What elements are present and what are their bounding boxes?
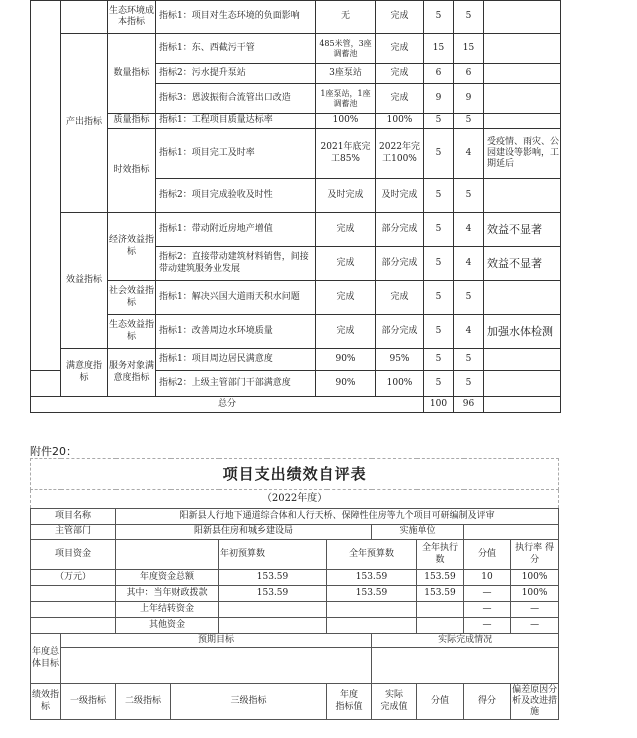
note-cell — [484, 349, 561, 371]
actual-cell: 完成 — [376, 281, 424, 315]
total-funds-initial: 153.59 — [219, 570, 327, 586]
target-cell: 100% — [316, 114, 376, 129]
carry-label: 上年结转资金 — [116, 602, 219, 618]
score-cell: 6 — [454, 64, 484, 84]
h-act2: 完成值 — [380, 701, 408, 712]
l1-satisfaction: 满意度指标 — [61, 349, 108, 397]
carry-score: — — [511, 602, 559, 618]
total-funds-exec: 153.59 — [417, 570, 464, 586]
carry-weight: — — [464, 602, 511, 618]
total-score: 96 — [454, 397, 484, 413]
actual-cell: 完成 — [376, 34, 424, 64]
weight-cell: 5 — [424, 129, 454, 179]
l3-cell: 指标1：东、西截污干管 — [156, 34, 316, 64]
target-cell: 完成 — [316, 281, 376, 315]
actual-cell: 完成 — [376, 1, 424, 34]
fiscal-exec: 153.59 — [417, 586, 464, 602]
target-cell: 无 — [316, 1, 376, 34]
l3-cell: 指标1：项目周边居民满意度 — [156, 349, 316, 371]
impl-label: 实施单位 — [372, 525, 464, 540]
score-cell: 5 — [454, 349, 484, 371]
score-cell: 4 — [454, 315, 484, 349]
score-cell: 5 — [454, 1, 484, 34]
self-evaluation-table — [30, 458, 559, 720]
actual-cell: 部分完成 — [376, 247, 424, 281]
target-cell: 2021年底完工85% — [316, 129, 376, 179]
actual-cell: 部分完成 — [376, 213, 424, 247]
h-l1: 一级指标 — [61, 684, 116, 720]
expected-label: 预期目标 — [61, 634, 372, 648]
l2-quality: 质量指标 — [108, 114, 156, 129]
blank-cell — [61, 1, 108, 34]
l3-cell: 指标1：解决兴国大道雨天积水问题 — [156, 281, 316, 315]
fiscal-initial: 153.59 — [219, 586, 327, 602]
l3-cell: 指标1：工程项目质量达标率 — [156, 114, 316, 129]
expected-value — [61, 648, 372, 684]
note-cell: 受疫情、雨灾、公园建设等影响，工期延后 — [484, 129, 561, 179]
l3-cell: 指标2：项目完成验收及时性 — [156, 179, 316, 213]
l3-cell: 指标2：污水提升泵站 — [156, 64, 316, 84]
other-score: — — [511, 618, 559, 634]
col-budget-full: 全年预算数 — [327, 540, 417, 570]
note-cell: 效益不显著 — [484, 213, 561, 247]
note-cell — [484, 64, 561, 84]
target-cell: 90% — [316, 349, 376, 371]
total-funds-rate: 100% — [511, 570, 559, 586]
fiscal-label: 其中：当年财政拨款 — [116, 586, 219, 602]
blank-cell — [417, 618, 464, 634]
other-label: 其他资金 — [116, 618, 219, 634]
col-rate-score — [511, 540, 559, 570]
actual-cell: 部分完成 — [376, 315, 424, 349]
actual-cell: 95% — [376, 349, 424, 371]
col-rate: 执行率 — [515, 543, 543, 554]
target-cell: 485米管，3座调蓄池 — [316, 34, 376, 64]
weight-cell: 5 — [424, 1, 454, 34]
h-target — [327, 684, 372, 720]
project-name-value: 阳新县人行地下通道综合体和人行天桥、保障性住房等九个项目可研编制及评审 — [116, 509, 559, 525]
actual-label: 实际完成情况 — [372, 634, 559, 648]
weight-cell: 9 — [424, 84, 454, 114]
actual-cell: 100% — [376, 371, 424, 397]
note-cell — [484, 84, 561, 114]
score-cell: 5 — [454, 114, 484, 129]
blank-cell — [31, 618, 116, 634]
impl-value — [464, 525, 559, 540]
note-cell — [484, 371, 561, 397]
form-title: 项目支出绩效自评表 — [31, 459, 559, 490]
h-l3: 三级指标 — [171, 684, 327, 720]
project-name-label: 项目名称 — [31, 509, 116, 525]
dept-label: 主管部门 — [31, 525, 116, 540]
total-weight: 100 — [424, 397, 454, 413]
score-cell: 5 — [454, 281, 484, 315]
l3-cell: 指标2：直接带动建筑材料销售，间接带动建筑服务业发展 — [156, 247, 316, 281]
target-cell: 90% — [316, 371, 376, 397]
goal-label: 年度总体目标 — [31, 634, 61, 684]
h-l2: 二级指标 — [116, 684, 171, 720]
l1-benefit: 效益指标 — [61, 213, 108, 349]
weight-cell: 15 — [424, 34, 454, 64]
l2-satisfaction: 服务对象满意度指标 — [108, 349, 156, 397]
score-cell: 5 — [454, 179, 484, 213]
funds-label: 项目资金 — [31, 540, 116, 570]
h-year: 年度 — [339, 690, 358, 701]
total-label: 总分 — [31, 397, 424, 413]
col-score: 得分 — [530, 543, 555, 565]
weight-cell: 5 — [424, 247, 454, 281]
l2-quantity: 数量指标 — [108, 34, 156, 114]
blank-cell — [116, 540, 219, 570]
note-cell — [484, 397, 561, 413]
h-target-value: 指标值 — [335, 701, 363, 712]
target-cell: 1座泵站，1座调蓄池 — [316, 84, 376, 114]
note-cell: 效益不显著 — [484, 247, 561, 281]
blank-cell — [417, 602, 464, 618]
note-cell — [484, 1, 561, 34]
funds-unit: （万元） — [31, 570, 116, 586]
target-cell: 3座泵站 — [316, 64, 376, 84]
note-cell — [484, 281, 561, 315]
col-weight: 分值 — [464, 540, 511, 570]
target-cell: 及时完成 — [316, 179, 376, 213]
l3-cell: 指标2：上级主管部门干部满意度 — [156, 371, 316, 397]
l3-cell: 指标1：项目完工及时率 — [156, 129, 316, 179]
blank-cell — [219, 602, 327, 618]
actual-value — [372, 648, 559, 684]
total-funds-weight: 10 — [464, 570, 511, 586]
l2-ecology: 生态效益指标 — [108, 315, 156, 349]
l1-output: 产出指标 — [61, 34, 108, 213]
note-cell — [484, 114, 561, 129]
actual-cell: 完成 — [376, 84, 424, 114]
weight-cell: 6 — [424, 64, 454, 84]
note-cell — [484, 179, 561, 213]
other-weight: — — [464, 618, 511, 634]
fiscal-weight: — — [464, 586, 511, 602]
score-cell: 4 — [454, 247, 484, 281]
attachment-label: 附件20： — [30, 445, 77, 458]
weight-cell: 5 — [424, 371, 454, 397]
blank-cell — [219, 618, 327, 634]
total-funds-full: 153.59 — [327, 570, 417, 586]
score-cell: 5 — [454, 371, 484, 397]
score-cell: 9 — [454, 84, 484, 114]
l3-cell: 指标1：带动附近房地产增值 — [156, 213, 316, 247]
h-note: 偏差原因分析及改进措施 — [511, 684, 559, 720]
col-budget-initial: 年初预算数 — [219, 540, 327, 570]
l3-cell: 指标1：改善周边水环境质量 — [156, 315, 316, 349]
blank-cell — [327, 618, 417, 634]
dept-value: 阳新县住房和城乡建设局 — [116, 525, 372, 540]
fiscal-rate: 100% — [511, 586, 559, 602]
weight-cell: 5 — [424, 213, 454, 247]
score-cell: 4 — [454, 213, 484, 247]
score-cell: 4 — [454, 129, 484, 179]
blank-cell — [327, 602, 417, 618]
h-act: 实际 — [384, 690, 403, 701]
perf-label: 绩效指标 — [31, 684, 61, 720]
fiscal-full: 153.59 — [327, 586, 417, 602]
h-score: 得分 — [464, 684, 511, 720]
h-weight: 分值 — [417, 684, 464, 720]
target-cell: 完成 — [316, 315, 376, 349]
l2-social: 社会效益指标 — [108, 281, 156, 315]
l2-cell: 生态环境成本指标 — [108, 1, 156, 34]
blank-cell — [31, 586, 116, 602]
l3-cell: 指标3：恩波振衔合流管出口改造 — [156, 84, 316, 114]
note-cell: 加强水体检测 — [484, 315, 561, 349]
actual-cell: 完成 — [376, 64, 424, 84]
form-year: （2022年度） — [31, 490, 559, 509]
l2-time: 时效指标 — [108, 129, 156, 213]
performance-table-continued — [30, 0, 561, 413]
actual-cell: 2022年完工100% — [376, 129, 424, 179]
target-cell: 完成 — [316, 213, 376, 247]
actual-cell: 及时完成 — [376, 179, 424, 213]
l3-cell: 指标1：项目对生态环境的负面影响 — [156, 1, 316, 34]
target-cell: 完成 — [316, 247, 376, 281]
left-blank-cell — [31, 1, 61, 371]
weight-cell: 5 — [424, 179, 454, 213]
weight-cell: 5 — [424, 114, 454, 129]
weight-cell: 5 — [424, 349, 454, 371]
score-cell: 15 — [454, 34, 484, 64]
blank-cell — [31, 602, 116, 618]
actual-cell: 100% — [376, 114, 424, 129]
total-funds-label: 年度资金总额 — [116, 570, 219, 586]
l2-econ: 经济效益指标 — [108, 213, 156, 281]
col-exec: 全年执行数 — [417, 540, 464, 570]
note-cell — [484, 34, 561, 64]
left-blank-cell — [31, 371, 61, 397]
weight-cell: 5 — [424, 281, 454, 315]
h-actual — [372, 684, 417, 720]
weight-cell: 5 — [424, 315, 454, 349]
